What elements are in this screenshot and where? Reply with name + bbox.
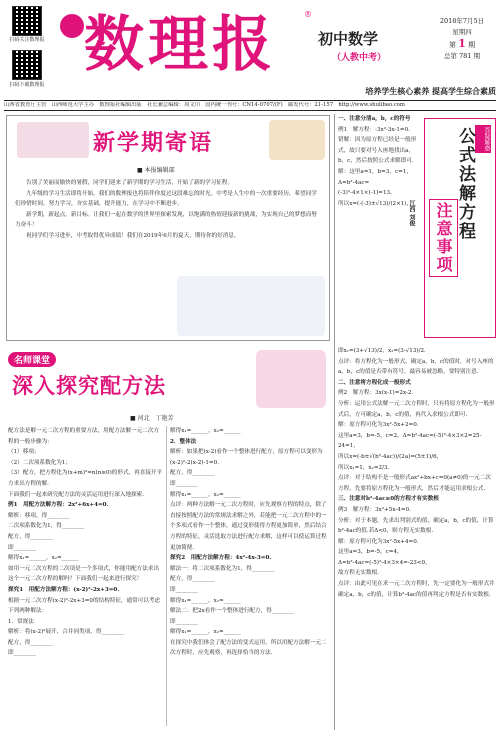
text-line: 即x₁=(3+√13)/2，x₂=(3-√13)/2. [338,348,426,354]
intro-paragraph: 九年级的学习生活即将开始，我们的数理报也将陪伴你度过这段难忘的时光。中考是人生中的一次重要经历，希望同学们珍惜时间，努力学习，夯实基础，提升能力，在学习中不断进步。 [15,190,317,208]
text-line: 错解：因为原方程已经是一般形式，故只要对号入座地找出a，b，c，然后按照公式求解即可. [338,137,417,165]
text-line: 解析：将(x-2)²展开，合并同类项，得________ [8,629,124,636]
intro-section [6,115,330,341]
teacher-label: 名师课堂 [8,352,56,367]
text-line: 例2 解方程：3x(x-1)=2x-2. [338,390,414,397]
text-line: 即________ [170,586,198,593]
subject-title: 初中数学 [318,30,379,48]
text-line: 例1 用配方法解方程：2x²+6x+4=0. [8,502,109,509]
text-line: 探究2 用配方法解方程：4x²-4x-3=0. [170,555,272,562]
info-bar: 山西省教育厅主管 山西师范大学主办 数理报社编辑出版 社长兼总编辑：周文川 国内统一刊号：CN14-0707/(F) 邮发代号：21-157 http://www.shulibao.com [4,102,405,108]
text-line: 在探究中我们体会了配方法的变式运用，所以用配方法解一元二次方程时，应先观察，再选择恰当的方法. [170,639,327,657]
masthead-title: 数理报 [84,10,276,80]
text-line: 即________ [8,544,36,551]
text-line: 根据一元二次方程(x-2)²-2x+3=0的结构特征，通常可以考虑下列两种解法： [8,597,161,615]
sidebar-title-block [424,118,496,338]
text-line: 探究1 用配方法解方程：(x-2)²-2x+3=0. [8,586,120,593]
text-line: Δ=b²-4ac=(-5)²-4×3×4=-23<0， [338,559,431,566]
text-line: 解得x₁=______，x₂=______ [170,491,241,498]
notebook-icon [269,120,325,160]
text-line: 三、注意对b²-4ac≥0的方程才有实数根 [338,496,439,503]
text-line: 解得x₁=______，x₂=______ [8,555,79,562]
text-line: 一、注意分清a，b，c的符号 [338,116,411,122]
text-line: 解：原方程可化为3x²-5x+2=0. [338,422,419,429]
text-line: 解析：如果把(x-2)看作一个整体进行配方，原方程可以变形为(x-2)²-2(x-2)-1=0. [170,449,323,466]
intro-byline: ■ 本报编辑部 [137,167,175,174]
right-col-upper [338,114,420,344]
text-line: 解得x₁=______，x₂=______ [170,629,241,636]
text-line: 配方，得________ [8,639,53,646]
text-line: 所以x=(-b±√(b²-4ac))/(2a)=(5±1)/6， [338,453,443,460]
text-line: 1．常规法 [8,618,34,625]
text-line: 解得x₁=______，x₂=______ [170,428,241,434]
text-line: 2．整体法 [170,438,197,445]
text-line: 二次项系数化为1，得________ [8,523,85,530]
text-line: 即________ [8,650,36,657]
text-line: 这里a=3，b=-5，c=2，Δ=b²-4ac=(-5)²-4×3×2=25-24=1， [338,432,482,450]
text-line: 分析：对于本题，先求出判别式的值，确定a，b，c的值，计算b²-4ac的值.若Δ<0，则方程无实数根. [338,517,494,535]
text-line: 点评：由此可见在求一元二次方程时，先一定要化为一般形式并确定a，b，c的值，计算b²-4ac的值再判定方程是否有实数根. [338,581,495,598]
logo-mark-icon [60,14,84,38]
column-divider [166,426,167,726]
text-line: 解：原方程可化为3x²-5x+4=0. [338,538,419,545]
text-line: （3）配方，把方程化为(x+m)²=n(n≥0)的形式，再直接开平方求出方程的解. [8,470,163,487]
issue-weekday: 星期四 [452,28,472,36]
intro-body [15,178,321,242]
text-line: （1）移项； [8,449,40,456]
text-line: 例1 解方程：-3x²-3x-1=0. [338,126,410,133]
text-line: 所以x=(-(-3)±√13)/(2×1)， [338,200,413,207]
header-rule-2 [4,110,496,111]
section-divider [334,114,335,730]
teacher-heading [6,346,330,410]
edition-label: （人教中考） [332,53,387,63]
issue-number: 第 1 期 [448,37,476,50]
text-line: 点评：两种方法解一元二次方程时，应先观察方程的特点，除了直接按照配方法的常规法求解之外，若能把一元二次方程中的一个多项式看作一个整体，通过变形使得方程更加简单，然后结合方程的特征，灵活选取方法进行配方求解，这样可以使运算过程更加简便. [170,502,327,551]
qr2-caption: 扫码下载数理报 [9,82,45,88]
open-book-icon [17,122,89,158]
sidebar-tag: 答疑解惑 [475,125,491,153]
registered-icon: ® [304,10,312,19]
issue-date: 2018年7月5日 [439,17,485,25]
total-issue: 总第 781 期 [443,52,481,60]
text-line: 如用一元二次方程的二次项是一个多项式，你能用配方法求出这个一元二次方程的解吗？下面我们一起来进行探究！ [8,565,160,583]
teacher-col-1 [8,426,164,732]
text-line: 即________ [170,480,198,487]
text-line: 配方，得________ [170,470,215,477]
text-line: 所以x₁=1，x₂=2/3. [338,464,390,471]
text-line: 故方程无实数根. [338,570,379,577]
intro-paragraph: 祝同学们学习进步，中考取得优异成绩！我们在2019年6月的夏天，期待你的好消息。 [26,232,240,239]
teacher-byline: ■ 河北 丁艳芳 [130,415,174,422]
header-rule [4,100,496,101]
intro-paragraph: 新学期，新起点，新目标。让我们一起在数学的世界里探索发现，以饱满的热情迎接新的挑战，为实现自己的梦想而努力奋斗！ [15,211,317,229]
text-line: 解得x₁=______，x₂=______ [170,597,241,604]
qr-code-download[interactable] [12,50,42,80]
text-line: 解法二：把2x看作一个整体进行配方，得________ [170,608,295,615]
text-line: （2）二次项系数化为1； [8,459,72,466]
book-heart-icon [256,350,326,408]
text-line: 分析：运用公式法解一元二次方程时，只有将原方程化为一般形式后，方可确定a，b，c的值，再代入求根公式即可. [338,400,495,418]
text-line: 点评：将方程化为一般形式，确定a，b，c的值时，对号入座的a，b，c的值是否带有符号，最容易被忽略，要特别注意. [338,358,494,376]
teacher-title: 深入探究配方法 [12,374,166,398]
text-line: 解：这里a=1，b=3，c=1，Δ=b²-4ac=(-3)²-4×1×(-1)=13， [338,168,412,197]
text-line: 下面我们一起来研究配方法的灵活运用进行深入地探索. [8,491,145,498]
text-line: 配方法是解一元二次方程的重要方法，用配方法解一元二次方程的一般步骤为： [8,428,160,445]
sidebar-title-2: 注意事项 [429,199,458,277]
text-line: 点评：对于结构不是一般形式ax²+bx+c=0(a≠0)的一元二次方程，先要将原方程化为一般形式，然后才能运用求根公式. [338,475,491,492]
text-line: 例3 解方程：3x²+5x-4=0. [338,506,411,513]
right-authors: 江西 刘俊 [408,200,415,227]
slogan: 培养学生核心素养 提高学生综合素质 [365,87,496,96]
text-line: 二、注意将方程化成一般形式 [338,379,411,386]
text-line: 这里a=3，b=-5，c=4， [338,549,403,556]
qr1-caption: 扫码关注数理报 [9,37,45,43]
text-line: 解法一：将二次项系数化为1，得________ [170,565,275,572]
qr-code-follow[interactable] [12,6,42,36]
date-block [428,16,496,62]
right-col-lower [338,346,496,730]
teacher-col-2 [170,426,328,732]
intro-paragraph: 告别了美丽而愉快的暑假，同学们迎来了新学期的学习生活，开始了新的学习征程。 [26,180,233,186]
text-line: 配方，得________ [8,533,53,540]
kids-illustration [177,276,325,336]
text-line: 解析：移项，得________ [8,512,70,519]
text-line: 即________ [170,618,198,625]
intro-title: 新学期寄语 [93,131,214,156]
sidebar-title-1: 公式法解方程 [455,127,475,241]
text-line: 配方，得________ [170,576,215,583]
